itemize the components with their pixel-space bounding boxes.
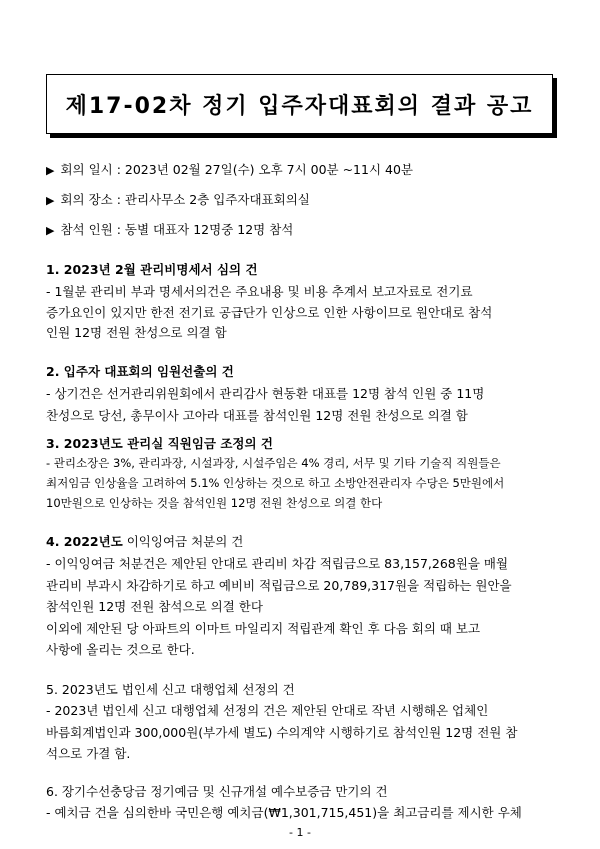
section-5-line: 바름회계법인과 300,000원(부가세 별도) 수의계약 시행하기로 참석인원 12명 전원 참	[46, 725, 518, 740]
section-5-line: - 2023년 법인세 신고 대행업체 선정의 건은 제안된 안대로 작년 시행해온 업체인	[46, 703, 489, 718]
title-box	[46, 74, 553, 134]
section-1-line: - 1월분 관리비 부과 명세서의건은 주요내용 및 비용 추계서 보고자료로 전기료	[46, 284, 473, 299]
section-5-heading: 5. 2023년도 법인세 신고 대행업체 선정의 건	[46, 682, 295, 697]
info-meeting-time	[46, 160, 413, 178]
section-4-heading-rest: 이익잉여금 처분의 건	[122, 534, 244, 549]
section-1-line: 인원 12명 전원 찬성으로 의결 함	[46, 325, 227, 340]
section-3-line: 10만원으로 인상하는 것을 참석인원 12명 전원 찬성으로 의결 한다	[46, 496, 383, 510]
section-4-heading-bold: 4. 2022년도	[46, 534, 123, 549]
arrow-bullet-icon: ▶	[46, 164, 55, 177]
arrow-bullet-icon: ▶	[46, 224, 55, 237]
section-1-line: 증가요인이 있지만 한전 전기료 공급단가 인상으로 인한 사항이므로 원안대로 참석	[46, 305, 493, 320]
section-6-heading: 6. 장기수선충당금 정기예금 및 신규개설 예수보증금 만기의 건	[46, 784, 388, 799]
info-meeting-place	[46, 190, 310, 208]
section-1-heading: 1. 2023년 2월 관리비명세서 심의 건	[46, 262, 258, 277]
page-number: - 1 -	[289, 826, 311, 839]
section-6-line: - 예치금 건을 심의한바 국민은행 예치금(₩1,301,715,451)을 최고금리를 제시한 우체	[46, 805, 522, 820]
section-2-line: - 상기건은 선거관리위원회에서 관리감사 현동환 대표를 12명 참석 인원 중 11명	[46, 386, 485, 401]
section-3-line: - 관리소장은 3%, 관리과장, 시설과장, 시설주임은 4% 경리, 서무 및 기타 기술직 직원들은	[46, 456, 501, 470]
page-title: 제17-02차 정기 입주자대표회의 결과 공고	[65, 93, 534, 119]
section-5-line: 석으로 가결 함.	[46, 746, 131, 761]
section-3-heading: 3. 2023년도 관리실 직원임금 조정의 건	[46, 436, 273, 451]
section-4-line: 사항에 올리는 것으로 한다.	[46, 642, 195, 657]
section-3-line: 최저임금 인상율을 고려하여 5.1% 인상하는 것으로 하고 소방안전관리자 수당은 5만원에서	[46, 476, 505, 490]
section-4-line: 관리비 부과시 차감하기로 하고 예비비 적립금으로 20,789,317원을 적립하는 원안을	[46, 578, 512, 593]
info-text: 회의 일시 : 2023년 02월 27일(수) 오후 7시 00분 ~11시 40분	[60, 162, 413, 177]
section-4-heading	[46, 532, 243, 550]
info-attendance	[46, 220, 293, 238]
arrow-bullet-icon: ▶	[46, 194, 55, 207]
section-4-line: - 이익잉여금 처분건은 제안된 안대로 관리비 차감 적립금으로 83,157,268원을 매월	[46, 556, 509, 571]
info-text: 참석 인원 : 동별 대표자 12명중 12명 참석	[60, 222, 294, 237]
info-text: 회의 장소 : 관리사무소 2층 입주자대표회의실	[60, 192, 310, 207]
section-2-line: 찬성으로 당선, 총무이사 고아라 대표를 참석인원 12명 전원 찬성으로 의결 함	[46, 408, 468, 423]
section-2-heading: 2. 입주자 대표회의 임원선출의 건	[46, 364, 234, 379]
section-4-line: 이외에 제안된 당 아파트의 이마트 마일리지 적립관계 확인 후 다음 회의 때 보고	[46, 621, 481, 636]
section-4-line: 참석인원 12명 전원 참석으로 의결 한다	[46, 599, 263, 614]
